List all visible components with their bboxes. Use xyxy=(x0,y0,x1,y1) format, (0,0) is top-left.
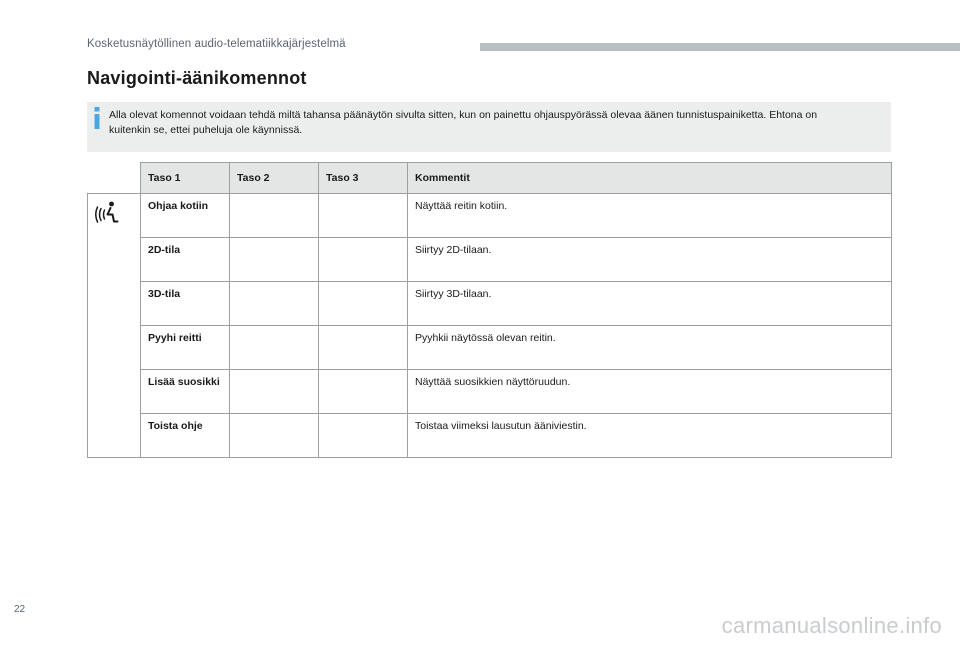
page-title: Navigointi-äänikomennot xyxy=(87,68,307,88)
voice-icon-cell xyxy=(88,194,141,458)
row-level1: 3D-tila xyxy=(141,282,230,326)
header-level-1: Taso 1 xyxy=(141,163,230,194)
row-level2 xyxy=(230,194,319,238)
running-header: Kosketusnäytöllinen audio-telematiikkajärjestelmä xyxy=(87,38,346,50)
row-level1: Pyyhi reitti xyxy=(141,326,230,370)
info-icon xyxy=(92,107,102,129)
table-row xyxy=(88,326,892,370)
row-level3 xyxy=(319,326,408,370)
header-level-3: Taso 3 xyxy=(319,163,408,194)
table-row xyxy=(88,370,892,414)
row-level3 xyxy=(319,414,408,458)
voice-command-icon xyxy=(95,200,121,226)
row-comment: Siirtyy 3D-tilaan. xyxy=(408,282,892,326)
info-box xyxy=(87,102,891,152)
row-level2 xyxy=(230,370,319,414)
row-comment: Toistaa viimeksi lausutun ääniviestin. xyxy=(408,414,892,458)
row-comment: Siirtyy 2D-tilaan. xyxy=(408,238,892,282)
table-row xyxy=(88,414,892,458)
row-level2 xyxy=(230,414,319,458)
table-header-row xyxy=(88,163,892,194)
row-level1: 2D-tila xyxy=(141,238,230,282)
row-level3 xyxy=(319,370,408,414)
header-comments: Kommentit xyxy=(408,163,892,194)
row-level3 xyxy=(319,238,408,282)
page-number: 22 xyxy=(14,604,26,615)
row-level1: Lisää suosikki xyxy=(141,370,230,414)
row-level1: Ohjaa kotiin xyxy=(141,194,230,238)
info-text: Alla olevat komennot voidaan tehdä miltä tahansa päänäytön sivulta sitten, kun on painettu ohjauspyörässä olevaa äänen tunnistuspainiketta. Ehtona on kuitenkin se, ettei puheluja ole käynnissä. xyxy=(109,109,818,136)
row-comment: Pyyhkii näytössä olevan reitin. xyxy=(408,326,892,370)
row-comment: Näyttää suosikkien näyttöruudun. xyxy=(408,370,892,414)
row-level3 xyxy=(319,194,408,238)
row-level2 xyxy=(230,238,319,282)
header-level-2: Taso 2 xyxy=(230,163,319,194)
table-row xyxy=(88,194,892,238)
table-corner xyxy=(88,163,141,194)
voice-commands-table xyxy=(87,162,892,458)
row-level2 xyxy=(230,282,319,326)
row-level1: Toista ohje xyxy=(141,414,230,458)
watermark: carmanualsonline.info xyxy=(721,613,942,638)
table-row xyxy=(88,238,892,282)
row-level3 xyxy=(319,282,408,326)
row-level2 xyxy=(230,326,319,370)
header-bar xyxy=(480,43,960,51)
table-row xyxy=(88,282,892,326)
row-comment: Näyttää reitin kotiin. xyxy=(408,194,892,238)
